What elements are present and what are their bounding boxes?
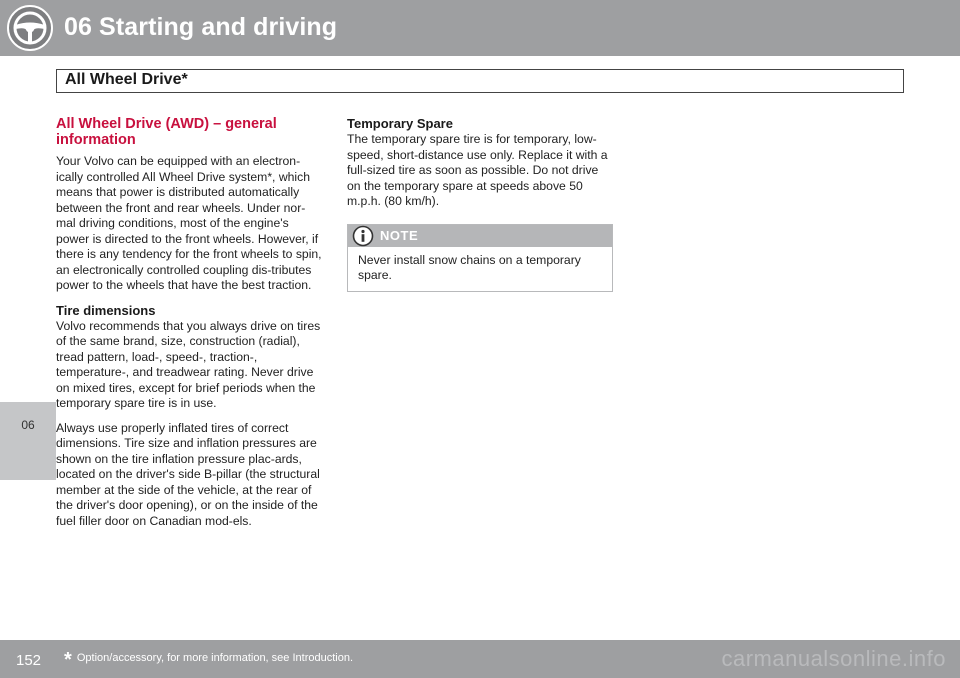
chapter-side-tab <box>0 56 56 480</box>
tire-paragraph-1: Volvo recommends that you always drive on tires of the same brand, size, construction (radial), tread pattern, load-, speed-, traction-, temperature-, and treadwear rating. Never drive on mixed tires, except for brief periods when the temporary spare tire is in use. <box>56 318 321 410</box>
footnote-star: * <box>64 649 72 671</box>
middle-column <box>347 116 613 292</box>
header-bar <box>0 0 960 56</box>
tire-paragraph-2: Always use properly inflated tires of correct dimensions. Tire size and inflation pressures are shown on the tire inflation pressure plac-ards, located on the driver's side B-pillar (the structural member at the side of the vehicle, at the rear of the driver's door opening), or on the inside of the fuel filler door on Canadian mod-els. <box>56 420 320 528</box>
page-number: 152 <box>16 652 42 669</box>
info-icon <box>352 225 374 247</box>
footnote-text: Option/accessory, for more information, see Introduction. <box>76 652 354 664</box>
section-title-box <box>56 69 904 93</box>
tire-dimensions-heading: Tire dimensions <box>56 302 156 318</box>
footnote <box>64 649 353 672</box>
awd-heading: All Wheel Drive (AWD) – general information <box>56 116 277 148</box>
note-box <box>347 224 613 292</box>
section-title: All Wheel Drive* <box>65 71 188 88</box>
left-column <box>56 116 322 538</box>
awd-paragraph: Your Volvo can be equipped with an electron-ically controlled All Wheel Drive system*, which means that power is distributed automatically between the front and rear wheels. Under nor-mal driving conditions, most of the engine's power is directed to the front wheels. However, if there is any tendency for the front wheels to spin, an electronically controlled coupling dis-tributes power to the wheels that have the best traction. <box>56 154 322 292</box>
note-header <box>348 225 612 247</box>
watermark: carmanualsonline.info <box>721 646 946 671</box>
temporary-spare-heading: Temporary Spare <box>347 116 453 131</box>
steering-wheel-icon <box>6 4 54 52</box>
side-tab-label: 06 <box>21 418 35 432</box>
footer-bar <box>0 640 960 678</box>
side-tab-marker <box>0 402 56 480</box>
side-tab-upper <box>0 56 56 402</box>
chapter-title: 06 Starting and driving <box>64 13 338 41</box>
note-text: Never install snow chains on a temporary spare. <box>358 252 581 282</box>
temporary-spare-paragraph: The temporary spare tire is for temporary, low-speed, short-distance use only. Replace it with a full-sized tire as soon as possible. Do not drive on the temporary spare at speeds above 50 m.p.h. (80 km/h). <box>347 132 608 208</box>
note-title: NOTE <box>380 227 419 243</box>
